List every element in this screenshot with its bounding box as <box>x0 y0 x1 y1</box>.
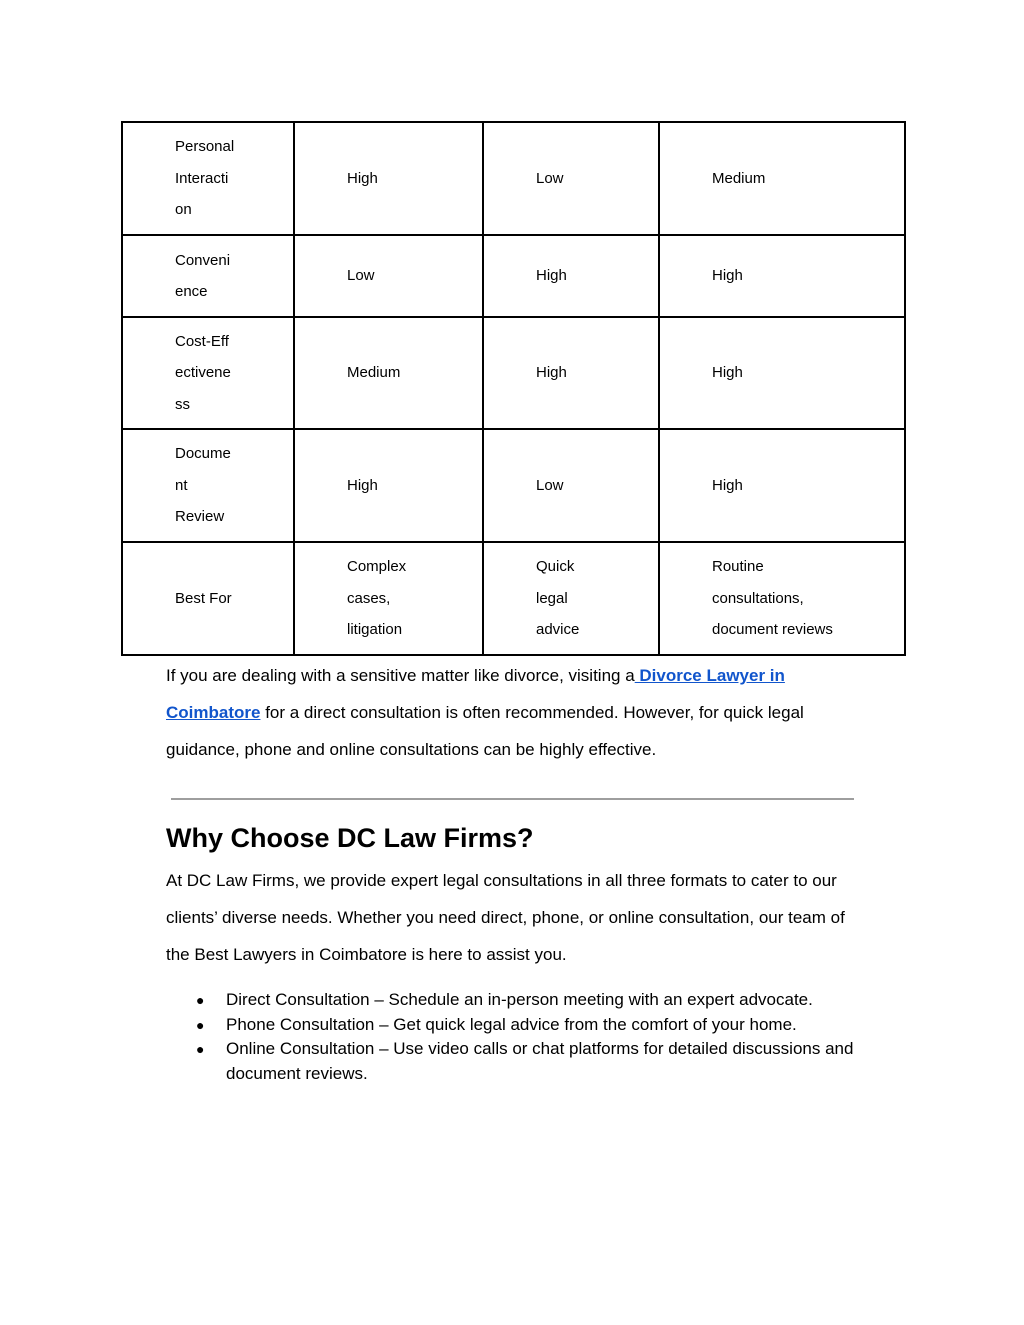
intro-paragraph: At DC Law Firms, we provide expert legal consultations in all three formats to cater to our clients’ diverse needs. Whether you need direct, phone, or online consultation, our team of the Best Lawyers in Coimbatore is here to assist you. <box>166 871 845 964</box>
table-cell: High <box>483 317 659 429</box>
row-label: Personal Interacti on <box>122 122 294 235</box>
row-label: Best For <box>122 542 294 655</box>
table-row <box>122 429 905 542</box>
row-label: Docume nt Review <box>122 429 294 542</box>
list-item <box>166 1037 866 1086</box>
table-cell: Low <box>483 122 659 235</box>
bullet-icon: ● <box>196 992 205 1008</box>
table-cell: High <box>483 235 659 317</box>
divorce-paragraph <box>166 657 866 768</box>
table-cell: Routine consultations, document reviews <box>659 542 905 655</box>
divorce-lawyer-link[interactable]: Divorce Lawyer in Coimbatore <box>166 666 785 722</box>
list-item-text: Online Consultation – Use video calls or chat platforms for detailed discussions and document reviews. <box>226 1039 854 1083</box>
consultation-list <box>166 988 866 1086</box>
list-item <box>166 1013 866 1038</box>
table-cell: High <box>659 235 905 317</box>
table-cell: High <box>659 429 905 542</box>
table-cell: Low <box>483 429 659 542</box>
bullet-icon: ● <box>196 1016 205 1033</box>
list-item-text: Phone Consultation – Get quick legal advice from the comfort of your home. <box>226 1014 797 1034</box>
table-cell: Complex cases, litigation <box>294 542 483 655</box>
section-heading: Why Choose DC Law Firms? <box>166 823 534 853</box>
table-row <box>122 122 905 235</box>
table-cell: Quick legal advice <box>483 542 659 655</box>
table-cell: Medium <box>294 317 483 429</box>
table-cell: Medium <box>659 122 905 235</box>
table-cell: High <box>659 317 905 429</box>
table-row <box>122 542 905 655</box>
row-label: Conveni ence <box>122 235 294 317</box>
row-label: Cost-Eff ectivene ss <box>122 317 294 429</box>
horizontal-divider <box>171 798 854 800</box>
table-cell: High <box>294 429 483 542</box>
consultation-comparison-table <box>121 121 906 656</box>
table-row <box>122 235 905 317</box>
paragraph-text: for a direct consultation is often recommended. However, for quick legal guidance, phone and online consultations can be highly effective. <box>166 703 804 759</box>
table-row <box>122 317 905 429</box>
table-cell: Low <box>294 235 483 317</box>
list-item-text: Direct Consultation – Schedule an in-person meeting with an expert advocate. <box>226 990 813 1009</box>
paragraph-text: If you are dealing with a sensitive matter like divorce, visiting a <box>166 666 635 685</box>
table-cell: High <box>294 122 483 235</box>
bullet-icon: ● <box>196 1041 205 1057</box>
list-item <box>166 988 866 1013</box>
